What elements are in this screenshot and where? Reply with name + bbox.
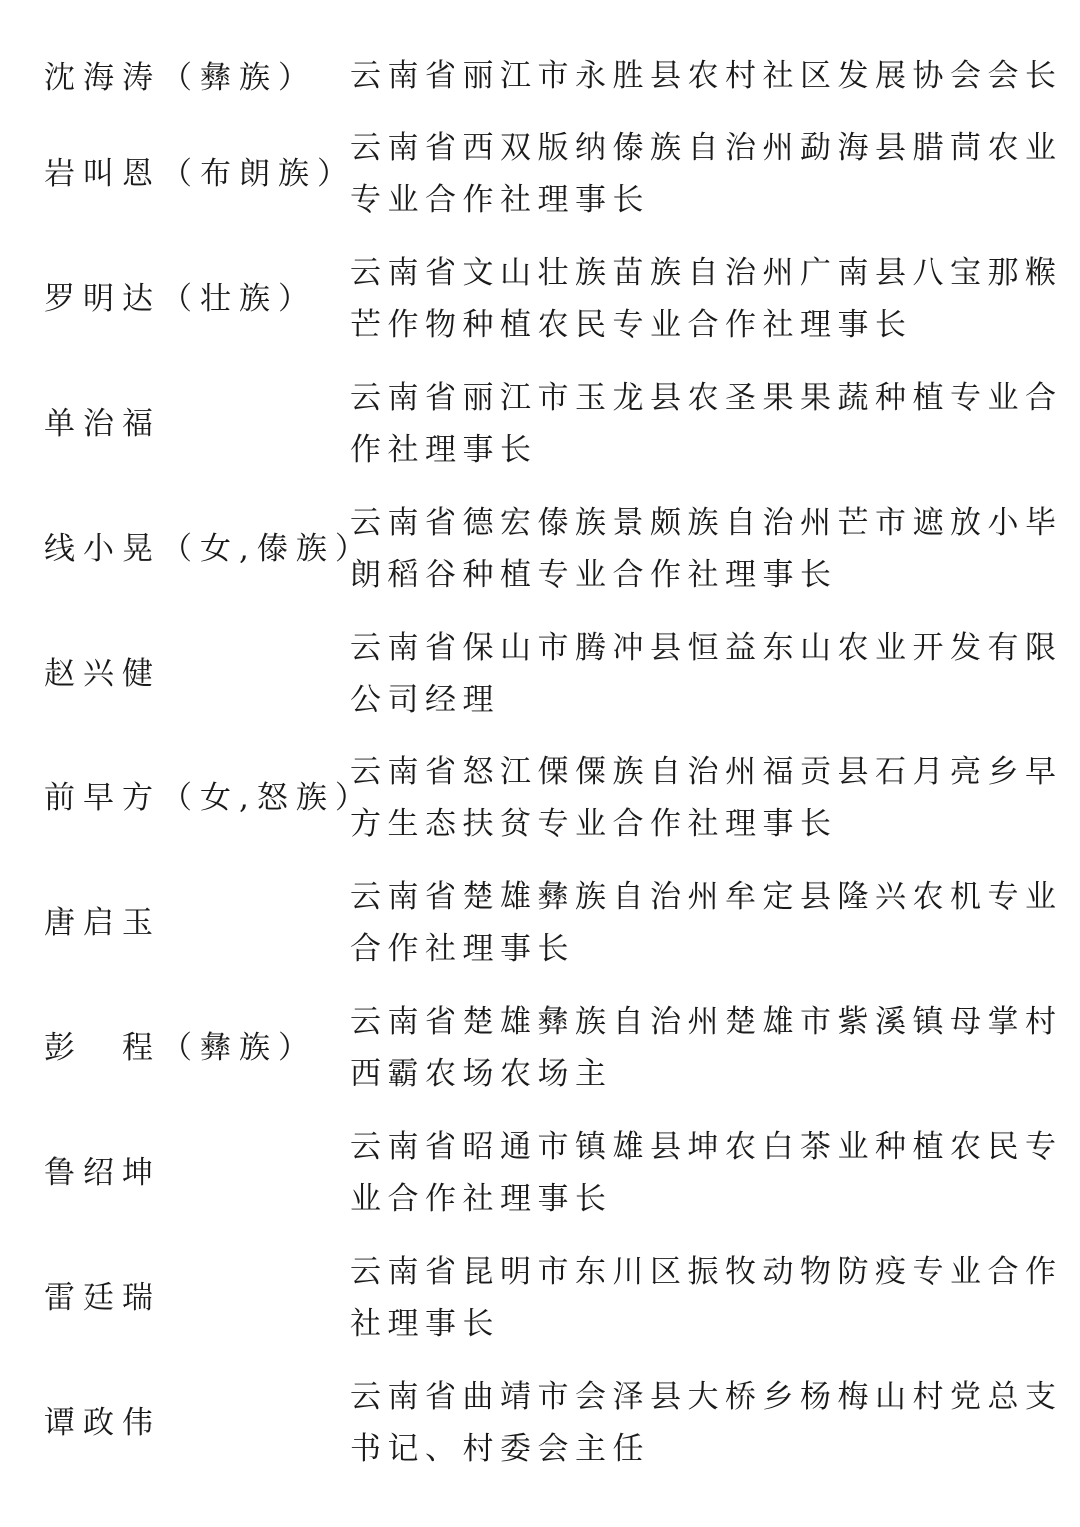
title-line: 芒作物种植农民专业合作社理事长 [350,307,913,343]
title-line: 云南省保山市腾冲县恒益东山农业开发有限 [350,630,1063,666]
title-line: 云南省德宏傣族景颇族自治州芒市遮放小毕 [350,505,1063,541]
person-title [350,746,1063,850]
person-title [350,497,1063,601]
person-title [350,1121,1063,1225]
person-name: 唐启玉 [44,905,161,941]
title-line: 云南省丽江市玉龙县农圣果果蔬种植专业合 [350,380,1063,416]
person-title [350,996,1063,1100]
title-line: 云南省昭通市镇雄县坤农白茶业种植农民专 [350,1129,1063,1165]
person-title [350,50,1063,102]
person-name: 单治福 [44,406,161,442]
person-title [350,122,1063,226]
title-line: 云南省丽江市永胜县农村社区发展协会会长 [350,58,1063,94]
title-line: 业合作社理事长 [350,1181,613,1217]
title-line: 公司经理 [350,682,500,718]
title-line: 朗稻谷种植专业合作社理事长 [350,557,838,593]
title-line: 云南省昆明市东川区振牧动物防疫专业合作 [350,1254,1063,1290]
title-line: 云南省怒江傈僳族自治州福贡县石月亮乡早 [350,754,1063,790]
person-name: 沈海涛（彝族） [44,60,317,96]
person-title [350,247,1063,351]
title-line: 云南省曲靖市会泽县大桥乡杨梅山村党总支 [350,1379,1063,1415]
title-line: 合作社理事长 [350,931,575,967]
title-line: 云南省西双版纳傣族自治州勐海县腊茼农业 [350,130,1063,166]
person-title [350,372,1063,476]
title-line: 云南省楚雄彝族自治州牟定县隆兴农机专业 [350,879,1063,915]
title-line: 云南省楚雄彝族自治州楚雄市紫溪镇母掌村 [350,1004,1063,1040]
title-line: 作社理事长 [350,432,538,468]
person-name: 鲁绍坤 [44,1155,161,1191]
person-title [350,622,1063,726]
title-line: 社理事长 [350,1306,500,1342]
person-name: 线小晃（女,傣族） [44,531,374,567]
person-title [350,1371,1063,1475]
person-name: 岩叫恩（布朗族） [44,156,356,192]
title-line: 西霸农场农场主 [350,1056,613,1092]
title-line: 专业合作社理事长 [350,182,650,218]
title-line: 云南省文山壮族苗族自治州广南县八宝那糇 [350,255,1063,291]
person-name: 谭政伟 [44,1405,161,1441]
title-line: 书记、村委会主任 [350,1431,650,1467]
person-title [350,871,1063,975]
person-name: 赵兴健 [44,656,161,692]
person-name: 雷廷瑞 [44,1280,161,1316]
person-name: 罗明达（壮族） [44,281,317,317]
person-name: 彭 程（彝族） [44,1030,317,1066]
title-line: 方生态扶贫专业合作社理事长 [350,806,838,842]
person-title [350,1246,1063,1350]
person-name: 前早方（女,怒族） [44,780,374,816]
